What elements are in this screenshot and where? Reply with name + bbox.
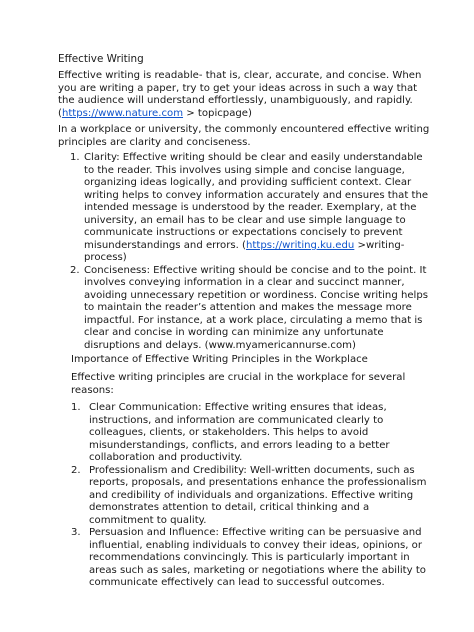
conciseness-text: Conciseness: Effective writing should be concise and to the point. It involves conveying information in a clear and succinct manner, avoiding unnecessary repetition or wordiness. Concise writing helps to maintain the reader’s attention and makes the message more impactful. For instance, at a work place, circulating a memo that is clear and concise in wording can minimize any unfortunate disruptions and delays. (www.myamericannurse.com) — [84, 264, 429, 351]
list-item-conciseness — [58, 265, 430, 353]
reason-text: Persuasion and Influence: Effective writing can be persuasive and influential, enabling individuals to convey their ideas, opinions, or recommendations convincingly. This is particularly important in areas such as sales, marketing or negotiations where the ability to communicate effectively can lead to successful outcomes. — [89, 527, 426, 588]
intro-paragraph — [58, 70, 430, 120]
reason-text: Professionalism and Credibility: Well-written documents, such as reports, proposals, and presentations enhance the professionalism and credibility of individuals and organizations. Effective writing demonstrates attention to detail, critical thinking and a commitment to quality. — [89, 464, 427, 526]
clarity-text: Clarity: Effective writing should be clear and easily understandable to the reader. This involves using simple and concise language, organizing ideas logically, and providing sufficient context. Clear writing helps to convey information accurately and ensures that the intended message is understood by the reader. Exemplary, at the university, an email has to be clear and use simple language to communicate instructions or expectations concisely to prevent misunderstandings and errors. ( — [84, 152, 429, 251]
list-number: 2. — [70, 264, 80, 276]
intro-text: Effective writing is readable- that is, clear, accurate, and concise. When you are writing a paper, try to get your ideas across in such a way that the audience will understand effortlessly, unambiguously, and rapidly. ( — [58, 70, 422, 119]
list-number: 3. — [71, 527, 81, 538]
reasons-list — [71, 402, 431, 590]
clarity-after-link: >writing-process) — [84, 239, 405, 263]
principles-list — [58, 152, 430, 352]
list-number: 1. — [70, 152, 80, 163]
section-heading: Importance of Effective Writing Principles in the Workplace — [71, 354, 368, 365]
list-item-persuasion — [71, 527, 431, 590]
principles-intro-paragraph: In a workplace or university, the commonly encountered effective writing principles are clarity and conciseness. — [58, 124, 430, 148]
ku-writing-link[interactable]: https://writing.ku.edu — [246, 239, 355, 251]
reason-text: Clear Communication: Effective writing ensures that ideas, instructions, and information are communicated clearly to colleagues, clients, or stakeholders. This helps to avoid misunderstandings, conflicts, and errors leading to a better collaboration and productivity. — [89, 402, 390, 463]
document-title: Effective Writing — [58, 53, 144, 65]
list-item-clear-communication — [71, 402, 431, 465]
list-item-professionalism — [71, 465, 431, 528]
list-item-clarity — [58, 152, 430, 265]
list-number: 2. — [71, 464, 81, 476]
intro-after-link: > topicpage) — [183, 107, 252, 119]
section-intro-paragraph: Effective writing principles are crucial in the workplace for several reasons: — [71, 372, 406, 396]
list-number: 1. — [71, 402, 81, 413]
nature-link[interactable]: https://www.nature.com — [61, 107, 184, 119]
